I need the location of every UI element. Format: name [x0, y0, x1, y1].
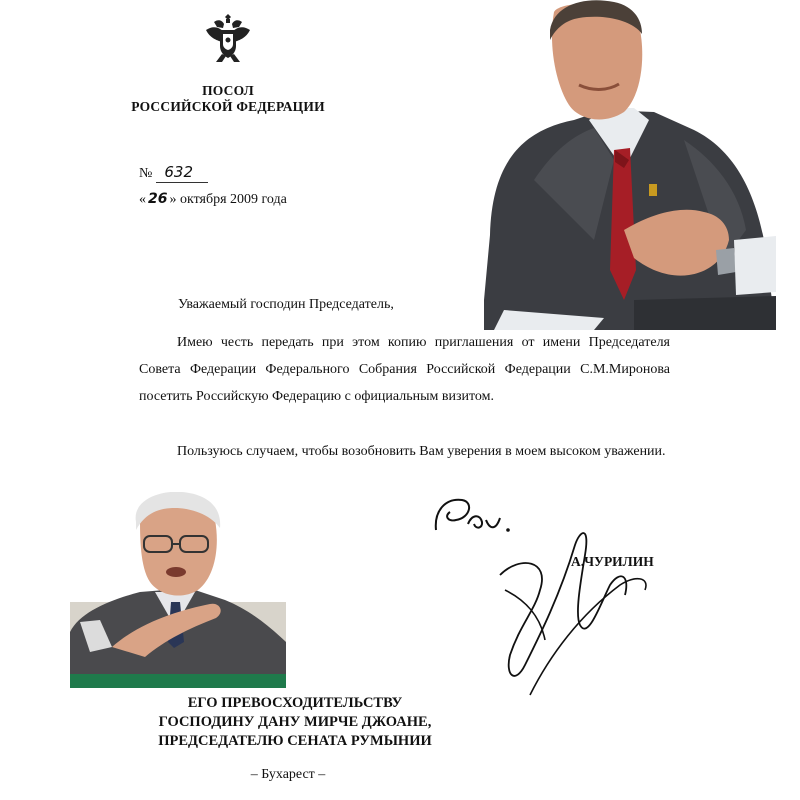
photo-speaker-bottom — [70, 492, 286, 688]
photo-speaker-top — [484, 0, 776, 330]
sender-title — [120, 83, 336, 115]
registration-number — [139, 163, 208, 183]
signer-name: А.ЧУРИЛИН — [571, 554, 654, 569]
salutation: Уважаемый господин Председатель, — [178, 297, 394, 312]
double-headed-eagle-emblem-icon — [204, 10, 252, 66]
body-paragraph-2: Пользуюсь случаем, чтобы возобновить Вам уверения в моем высоком уважении. — [177, 444, 666, 459]
letter-date — [139, 191, 287, 208]
body-paragraph-1: Имею честь передать при этом копию приглашения от имени Председателя Совета Федерации Федерального Собрания Российской Федерации С.М.Миронова посетить Российскую Федерацию с официальным визитом. — [139, 335, 670, 404]
number-value: 632 — [156, 163, 208, 183]
sender-title-line2: РОССИЙСКОЙ ФЕДЕРАЦИИ — [131, 99, 325, 114]
handwritten-signature — [480, 515, 670, 705]
date-rest: » октября 2009 года — [169, 192, 287, 207]
addressee-line1: ЕГО ПРЕВОСХОДИТЕЛЬСТВУ — [187, 695, 403, 711]
date-day: 26 — [148, 191, 168, 207]
date-open-quote: « — [139, 192, 146, 207]
sender-title-line1: ПОСОЛ — [202, 83, 254, 98]
addressee-block — [120, 694, 470, 751]
number-prefix: № — [139, 166, 153, 181]
addressee-city: – Бухарест – — [250, 767, 326, 782]
addressee-line2: ГОСПОДИНУ ДАНУ МИРЧЕ ДЖОАНЕ, — [158, 714, 432, 730]
addressee-line3: ПРЕДСЕДАТЕЛЮ СЕНАТА РУМЫНИИ — [158, 733, 432, 749]
